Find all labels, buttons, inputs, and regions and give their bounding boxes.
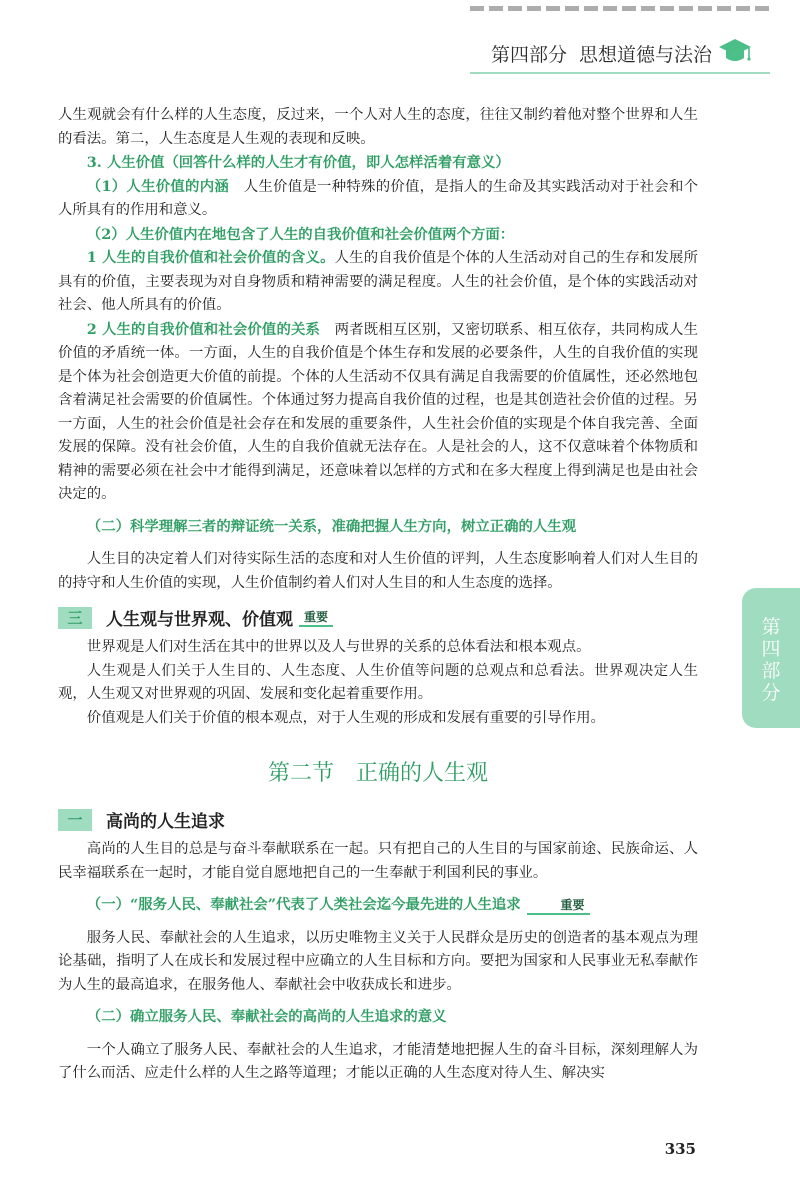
subheading-text: （一）“服务人民、奉献社会”代表了人类社会迄今最先进的人生追求 [86,896,521,913]
section-title: 人生观与世界观、价值观 [106,610,293,630]
page-content [58,104,698,1086]
header-decorative-bar [470,6,770,11]
important-badge: 重要 [299,609,333,627]
page-header [470,28,770,88]
paragraph-body: 人生的自我价值是个体的人生活动对自己的生存和发展所具有的价值，主要表现为对自身物质和精神需要的满足程度。人生的社会价值，是个体的实践活动对社会、他人所具有的价值。 [58,250,698,313]
subheading-serve-people [58,893,698,917]
page-number: 335 [664,1140,696,1158]
section-number: 一 [58,809,92,831]
subheading-inline: （1）人生价值的内涵 [86,177,230,195]
chapter-title: 正确的人生观 [356,761,489,786]
section-heading-1 [58,807,698,832]
paragraph: 人生目的决定着人们对待实际生活的态度和对人生价值的评判，人生态度影响着人们对人生目的的持守和人生价值的实现，人生价值制约着人们对人生目的和人生态度的选择。 [58,551,698,591]
subheading-inline: 2 人生的自我价值和社会价值的关系 [86,320,321,338]
paragraph [58,175,698,223]
section-heading-3 [58,605,698,630]
paragraph: 价值观是人们关于价值的根本观点，对于人生观的形成和发展有重要的引导作用。 [86,709,605,726]
paragraph: 高尚的人生目的总是与奋斗奉献联系在一起。只有把自己的人生目的与国家前途、民族命运、人民幸福联系在一起时，才能自觉自愿地把自己的一生奉献于利国利民的事业。 [58,841,698,881]
paragraph-body: 人生价值是一种特殊的价值，是指人的生命及其实践活动对于社会和个人所具有的作用和意义。 [58,178,699,218]
paragraph: 一个人确立了服务人民、奉献社会的人生追求，才能清楚地把握人生的奋斗目标，深刻理解人为了什么而活、应走什么样的人生之路等道理；才能以正确的人生态度对待人生、解决实 [58,1041,698,1081]
graduation-cap-icon [718,36,752,66]
paragraph [58,246,698,318]
paragraph-body: 两者既相互区别，又密切联系、相互依存，共同构成人生价值的矛盾统一体。一方面，人生的自我价值是个体生存和发展的必要条件，人生的自我价值的实现是个体为社会创造更大价值的前提。个体的人生活动不仅具有满足自我需要的价值属性，还必然地包含着满足社会需要的价值属性。个体通过努力提高自我价值的过程，也是其创造社会价值的过程。另一方面，人生的社会价值是社会存在和发展的重要条件，人生社会价值的实现是个体自我完善、全面发展的保障。没有社会价值，人生的自我价值就无法存在。人是社会的人，这不仅意味着个体物质和精神的需要必须在社会中才能得到满足，还意味着以怎样的方式和在多大程度上得到满足也是由社会决定的。 [58,321,698,502]
paragraph: 人生观就会有什么样的人生态度，反过来，一个人对人生的态度，往往又制约着他对整个世界和人生的看法。第二，人生态度是人生观的表现和反映。 [58,107,698,147]
important-badge: 重要 [527,897,590,915]
side-tab [742,588,800,728]
subheading-two-aspects: （2）人生价值内在地包含了人生的自我价值和社会价值两个方面： [86,225,515,243]
subheading-life-value: 3. 人生价值（回答什么样的人生才有价值，即人怎样活着有意义） [86,154,510,171]
chapter-section: 第二节 [267,761,334,786]
section-number: 三 [58,607,92,629]
section-title: 高尚的人生追求 [106,812,225,832]
header-subject: 思想道德与法治 [578,44,712,66]
paragraph: 服务人民、奉献社会的人生追求，以历史唯物主义关于人民群众是历史的创造者的基本观点为理论基础，指明了人在成长和发展过程中应确立的人生目标和方向。要把为国家和人民事业无私奉献作为人生的最高追求，在服务他人、奉献社会中收获成长和进步。 [58,929,698,993]
side-tab-label: 第四部分 [761,616,781,704]
paragraph: 人生观是人们关于人生目的、人生态度、人生价值等问题的总观点和总看法。世界观决定人生观，人生观又对世界观的巩固、发展和变化起着重要作用。 [58,662,698,702]
paragraph [58,318,698,507]
subheading-inline: 1 人生的自我价值和社会价值的含义。 [86,249,335,266]
header-rule [470,72,770,74]
subheading-dialectical: （二）科学理解三者的辩证统一关系，准确把握人生方向，树立正确的人生观 [86,517,577,535]
subheading-significance: （二）确立服务人民、奉献社会的高尚的人生追求的意义 [86,1008,447,1025]
chapter-heading [58,756,698,787]
paragraph: 世界观是人们对生活在其中的世界以及人与世界的关系的总体看法和根本观点。 [86,639,591,655]
header-title [491,40,712,67]
header-part: 第四部分 [490,44,567,66]
